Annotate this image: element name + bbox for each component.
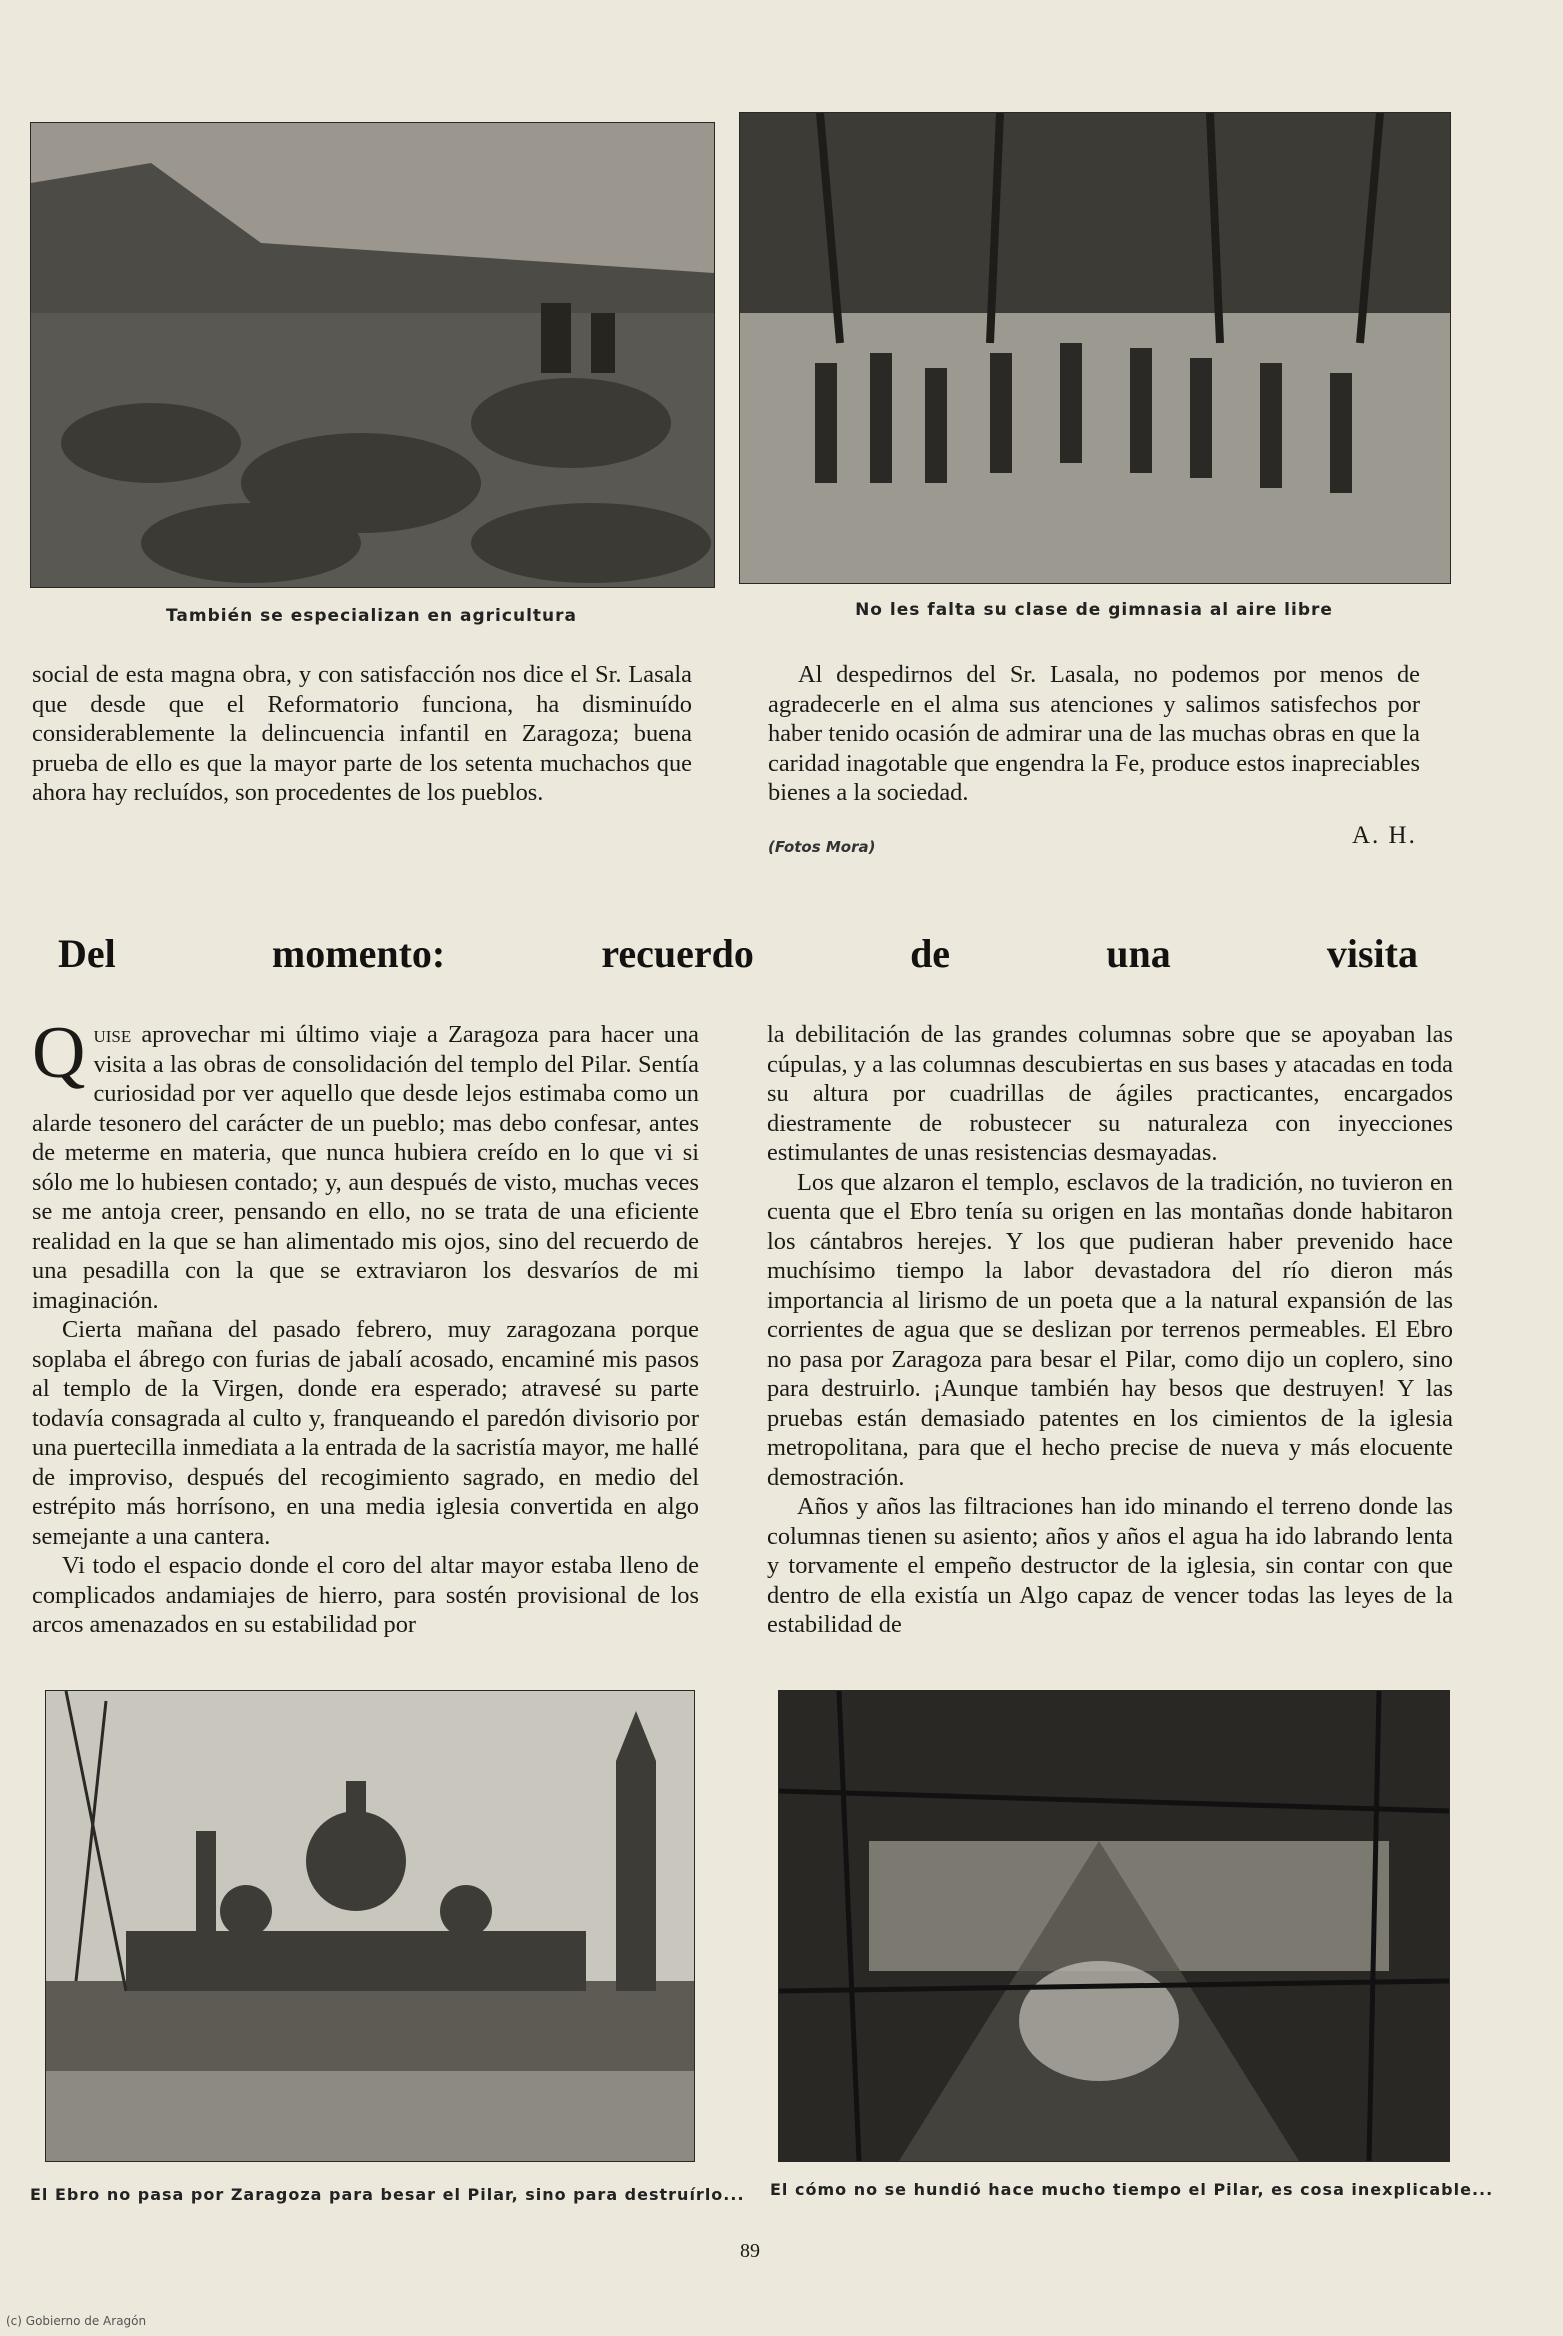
article-paragraph-2: Cierta mañana del pasado febrero, muy zaragozana porque soplaba el ábrego con furias de jabalí acosado, encaminé mis pasos al templo de la Virgen, donde era esperado; atravesé su parte todavía consagrada al culto y, franqueando el paredón divisorio por una puertecilla inmediata a la entrada de la sacristía mayor, me hallé de improviso, después del recogimiento sagrado, en medio del estrépito más horrísono, en una media iglesia convertida en algo semejante a una cantera.	[32, 1316, 699, 1550]
fotos-credit: (Fotos Mora)	[768, 838, 876, 856]
article-paragraph-6: Años y años las filtraciones han ido minando el terreno donde las columnas tienen su asiento; años y años el agua ha ido labrando lenta y torvamente el empeño destructor de la iglesia, sin contar con que dentro de ella existía un Algo capaz de vencer todas las leyes de la estabilidad de	[767, 1493, 1453, 1638]
photo-caption-agriculture: También se especializan en agricultura	[166, 606, 577, 626]
article-column-right	[767, 1020, 1453, 1640]
photo-agriculture	[30, 122, 715, 588]
article-headline	[58, 930, 1418, 977]
headline-word-4: de	[910, 931, 951, 976]
top-right-paragraph	[768, 660, 1420, 808]
headline-word-3: recuerdo	[601, 931, 754, 976]
article-column-left	[32, 1012, 699, 1640]
headline-word-2: momento:	[271, 931, 446, 976]
basilica-photo-graphic	[46, 1691, 694, 2161]
drop-cap: Q	[32, 1012, 86, 1094]
interior-photo-graphic	[779, 1691, 1449, 2161]
article-paragraph-3: Vi todo el espacio donde el coro del altar mayor estaba lleno de complicados andamiajes de hierro, para sostén provisional de los arcos amenazados en su estabilidad por	[32, 1552, 699, 1638]
article-signature: A. H.	[1352, 822, 1417, 849]
gymnastics-photo-graphic	[740, 113, 1450, 583]
article-paragraph-1	[32, 1012, 699, 1315]
photo-interior	[778, 1690, 1450, 2162]
watermark-credit: (c) Gobierno de Aragón	[6, 2314, 147, 2328]
photo-caption-interior: El cómo no se hundió hace mucho tiempo el Pilar, es cosa inexplicable...	[770, 2180, 1494, 2199]
headline-word-6: visita	[1326, 931, 1418, 976]
photo-caption-gymnastics: No les falta su clase de gimnasia al aire libre	[855, 600, 1333, 620]
headline-word-5: una	[1106, 931, 1171, 976]
article-paragraph-5: Los que alzaron el templo, esclavos de la tradición, no tuvieron en cuenta que el Ebro tenía su origen en las montañas donde habitaron los cántabros herejes. Y los que pudieran haber prevenido hace muchísimo tiempo la labor devastadora del río dieron más importancia al lirismo de un poeta que a la natural expansión de las corrientes de agua que se deslizan por terrenos permeables. El Ebro no pasa por Zaragoza para besar el Pilar, como dijo un coplero, sino para destruirlo. ¡Aunque también hay besos que destruyen! Y las pruebas están demasiado patentes en los cimientos de la iglesia metropolitana, para que el hecho precise de nueva y más elocuente demostración.	[767, 1168, 1453, 1491]
lead-smallcaps: uise	[93, 1021, 132, 1048]
top-left-paragraph	[32, 660, 692, 808]
article-paragraph-1-text: aprovechar mi último viaje a Zaragoza para hacer una visita a las obras de consolidación del templo del Pilar. Sentía curiosidad por ver aquello que desde lejos estimaba como un alarde tesonero del carácter de un pueblo; mas debo confesar, antes de meterme en materia, que nunca hubiera creído en lo que vi si sólo me lo hubiesen contado; y, aun después de visto, muchas veces se me antoja creer, pensando en ello, no se trata de una eficiente realidad en la que se han alimentado mis ojos, sino del recuerdo de una pesadilla con la que se extraviaron los desvaríos de mi imaginación.	[32, 1021, 699, 1314]
agriculture-photo-graphic	[31, 123, 714, 587]
page-number: 89	[740, 2240, 760, 2262]
photo-caption-basilica: El Ebro no pasa por Zaragoza para besar el Pilar, sino para destruírlo...	[30, 2185, 745, 2204]
article-paragraph-4: la debilitación de las grandes columnas sobre que se apoyaban las cúpulas, y a las columnas descubiertas en sus bases y atacadas en toda su altura por cuadrillas de ágiles practicantes, encargados diestramente de robustecer su naturaleza con inyecciones estimulantes de unas resistencias desmayadas.	[767, 1021, 1453, 1166]
top-right-text: Al despedirnos del Sr. Lasala, no podemos por menos de agradecerle en el alma sus atenciones y salimos satisfechos por haber tenido ocasión de admirar una de las muchas obras en que la caridad inagotable que engendra la Fe, produce estos inapreciables bienes a la sociedad.	[768, 661, 1420, 806]
photo-basilica	[45, 1690, 695, 2162]
headline-word-1: Del	[58, 931, 116, 976]
photo-gymnastics	[739, 112, 1451, 584]
top-left-text: social de esta magna obra, y con satisfacción nos dice el Sr. Lasala que desde que el Reformatorio funciona, ha disminuído considerablemente la delincuencia infantil en Zaragoza; buena prueba de ello es que la mayor parte de los setenta muchachos que ahora hay recluídos, son procedentes de los pueblos.	[32, 661, 692, 806]
